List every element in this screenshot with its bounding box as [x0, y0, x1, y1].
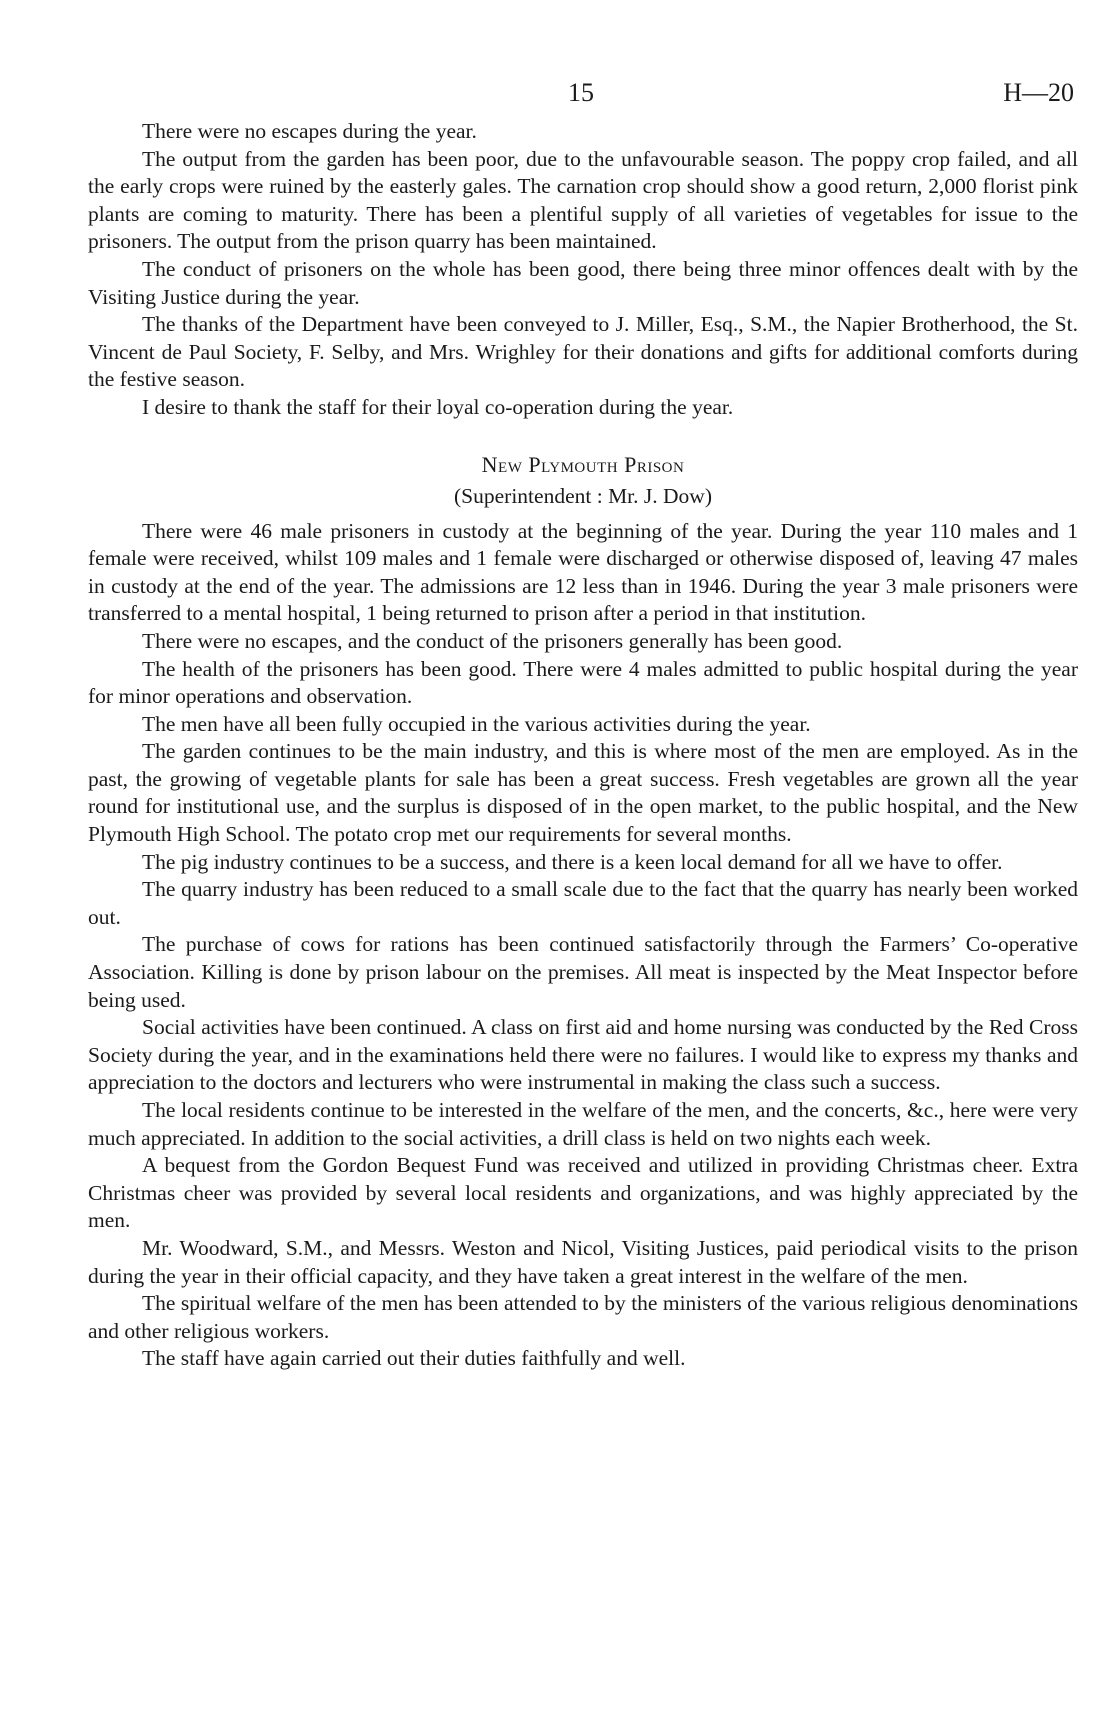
paragraph: The output from the garden has been poor, due to the unfavourable season. The poppy crop failed, and all the early crops were ruined by the easterly gales. The carnation crop should show a good return, 2,000 florist pink plants are coming to maturity. There has been a plentiful supply of all varieties of vegetables for issue to the prisoners. The output from the prison quarry has been maintained. — [88, 146, 1078, 254]
document-page — [88, 70, 1078, 1373]
paragraph: The conduct of prisoners on the whole has been good, there being three minor offences dealt with by the Visiting Justice during the year. — [88, 256, 1078, 309]
paragraph: The spiritual welfare of the men has been attended to by the ministers of the various religious denominations and other religious workers. — [88, 1291, 1078, 1343]
section-title: New Plymouth Prison — [481, 451, 685, 477]
paragraph: The garden continues to be the main industry, and this is where most of the men are employed. As in the past, the growing of vegetable plants for sale has been a great success. Fresh vegetables are grown all the year round for institutional use, and the surplus is disposed of in the open market, to the public hospital, and the New Plymouth High School. The potato crop met our requirements for several months. — [88, 739, 1078, 847]
paragraph: The health of the prisoners has been good. There were 4 males admitted to public hospital during the year for minor operations and observation. — [88, 656, 1078, 709]
paragraph: I desire to thank the staff for their loyal co-operation during the year. — [142, 394, 734, 419]
report-code: H—20 — [1003, 78, 1074, 107]
intro-section — [88, 118, 1078, 422]
paragraph: The local residents continue to be interested in the welfare of the men, and the concerts, &c., here were very much appreciated. In addition to the social activities, a drill class is held on two nights each week. — [88, 1098, 1078, 1150]
paragraph: The men have all been fully occupied in the various activities during the year. — [142, 711, 811, 736]
paragraph: The staff have again carried out their duties faithfully and well. — [142, 1346, 686, 1371]
paragraph: The quarry industry has been reduced to a small scale due to the fact that the quarry has nearly been worked out. — [88, 877, 1078, 929]
paragraph: A bequest from the Gordon Bequest Fund was received and utilized in providing Christmas cheer. Extra Christmas cheer was provided by several local residents and organizations, and was highly appreciated by the men. — [88, 1153, 1078, 1233]
paragraph: Social activities have been continued. A class on first aid and home nursing was conducted by the Red Cross Society during the year, and in the examinations held there were no failures. I would like to express my thanks and appreciation to the doctors and lecturers who were instrumental in making the class such a success. — [88, 1015, 1078, 1095]
paragraph: There were 46 male prisoners in custody at the beginning of the year. During the year 110 males and 1 female were received, whilst 109 males and 1 female were discharged or otherwise disposed of, leaving 47 males in custody at the end of the year. The admissions are 12 less than in 1946. During the year 3 male prisoners were transferred to a mental hospital, 1 being returned to prison after a period in that institution. — [88, 518, 1078, 626]
new-plymouth-section — [88, 518, 1078, 1373]
page-number: 15 — [568, 78, 594, 107]
paragraph: The pig industry continues to be a success, and there is a keen local demand for all we have to offer. — [142, 849, 1003, 874]
paragraph: The purchase of cows for rations has been continued satisfactorily through the Farmers’ Co-operative Association. Killing is done by prison labour on the premises. All meat is inspected by the Meat Inspector before being used. — [88, 932, 1078, 1012]
paragraph: Mr. Woodward, S.M., and Messrs. Weston and Nicol, Visiting Justices, paid periodical visits to the prison during the year in their official capacity, and they have taken a great interest in the welfare of the men. — [88, 1235, 1078, 1288]
paragraph: There were no escapes during the year. — [142, 119, 477, 143]
paragraph: The thanks of the Department have been conveyed to J. Miller, Esq., S.M., the Napier Brotherhood, the St. Vincent de Paul Society, F. Selby, and Mrs. Wrighley for their donations and gifts for additional comforts during the festive season. — [88, 312, 1078, 392]
page-header — [88, 70, 1078, 118]
paragraph: There were no escapes, and the conduct of the prisoners generally has been good. — [142, 628, 843, 653]
section-subtitle: (Superintendent : Mr. J. Dow) — [454, 483, 712, 508]
